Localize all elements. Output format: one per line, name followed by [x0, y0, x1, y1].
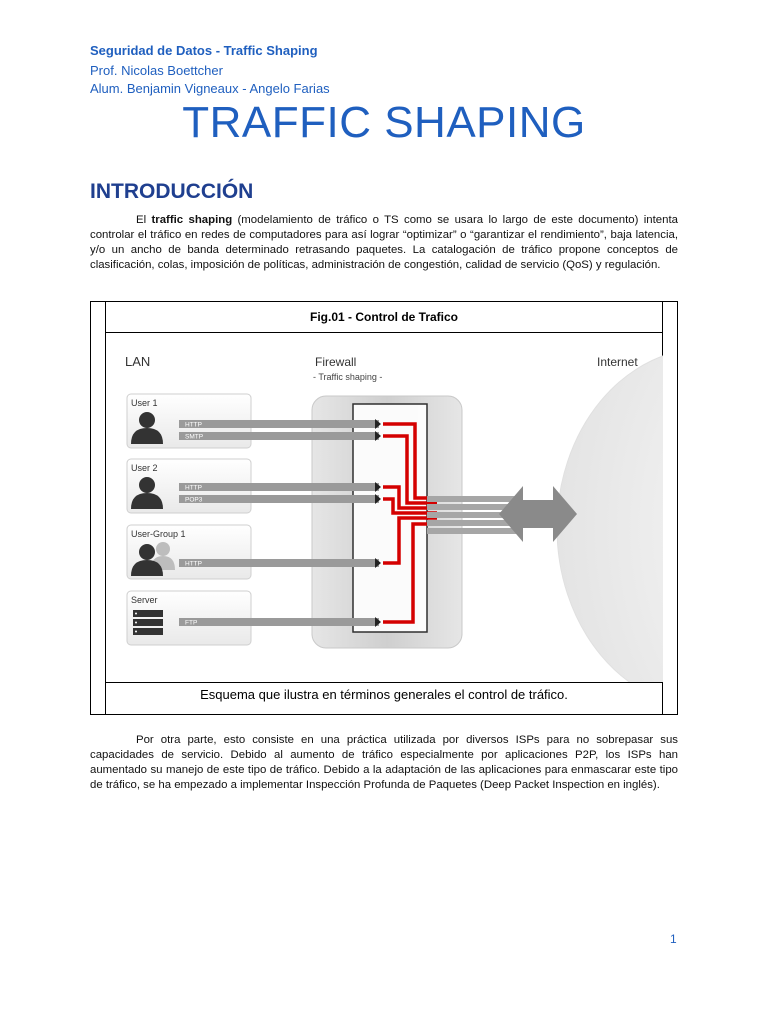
group-user-1-label: User 1: [131, 398, 158, 408]
person-icon: [139, 544, 155, 560]
figure-caption: Esquema que ilustra en términos generales el control de tráfico.: [200, 687, 568, 702]
protocol-label: POP3: [185, 496, 203, 504]
person-icon-secondary: [156, 542, 170, 556]
second-paragraph: [90, 733, 678, 793]
server-icon: [133, 610, 163, 635]
lan-label: LAN: [125, 354, 151, 369]
frame-left-rule: [105, 302, 106, 714]
protocol-label: SMTP: [185, 433, 204, 441]
document-title: TRAFFIC SHAPING: [182, 98, 586, 147]
intro-body: (modelamiento de tráfico o TS como se usara lo largo de este documento) intenta controlar el tráfico en redes de computadores para así lograr “optimizar” o “garantizar el rendimiento”, baja latencia, y/o un ancho de banda determinado retrasando paquetes. La catalogación de tráfico propone conceptos de clasificación, colas, imposición de políticas, administración de congestión, calidad de servicio (QoS) y regulación.: [90, 214, 678, 271]
protocol-label: HTTP: [185, 421, 202, 429]
intro-paragraph: [90, 213, 678, 273]
group-user-2-label: User 2: [131, 463, 158, 473]
protocol-label: HTTP: [185, 560, 202, 568]
protocol-label: FTP: [185, 619, 198, 627]
group-user-group-1: [127, 525, 251, 579]
intro-term: traffic shaping: [151, 214, 233, 226]
figure-frame: [90, 301, 678, 715]
students-line: Alum. Benjamin Vigneaux - Angelo Farias: [90, 81, 330, 96]
professor-line: Prof. Nicolas Boettcher: [90, 63, 223, 78]
frame-bottom-rule: [105, 682, 663, 683]
section-heading: INTRODUCCIÓN: [90, 180, 254, 203]
second-paragraph-text: Por otra parte, esto consiste en una práctica utilizada por diversos ISPs para no sobrepasar sus capacidades de servicio. Debido al aumento de tráfico especialmente por aplicaciones P2P, los ISPs han aumentado su manejo de este tipo de tráfico. Debido a la adaptación de las aplicaciones para enmascarar este tipo de tráfico, se ha empezado a implementar Inspección Profunda de Paquetes (Deep Packet Inspection en inglés).: [90, 734, 678, 791]
group-user-group-1-label: User-Group 1: [131, 529, 186, 539]
figure-title: Fig.01 - Control de Trafico: [309, 310, 458, 324]
intro-lead: El: [136, 214, 152, 226]
person-icon: [139, 412, 155, 428]
firewall-label: Firewall: [315, 355, 357, 369]
firewall-sublabel: - Traffic shaping -: [313, 372, 383, 382]
course-header: Seguridad de Datos - Traffic Shaping: [90, 43, 318, 58]
person-icon: [139, 477, 155, 493]
group-server-label: Server: [131, 595, 158, 605]
traffic-shaping-diagram: [107, 338, 663, 682]
frame-top-rule: [105, 332, 663, 333]
internet-label: Internet: [597, 355, 638, 369]
protocol-label: HTTP: [185, 484, 202, 492]
page-number: 1: [670, 932, 677, 946]
